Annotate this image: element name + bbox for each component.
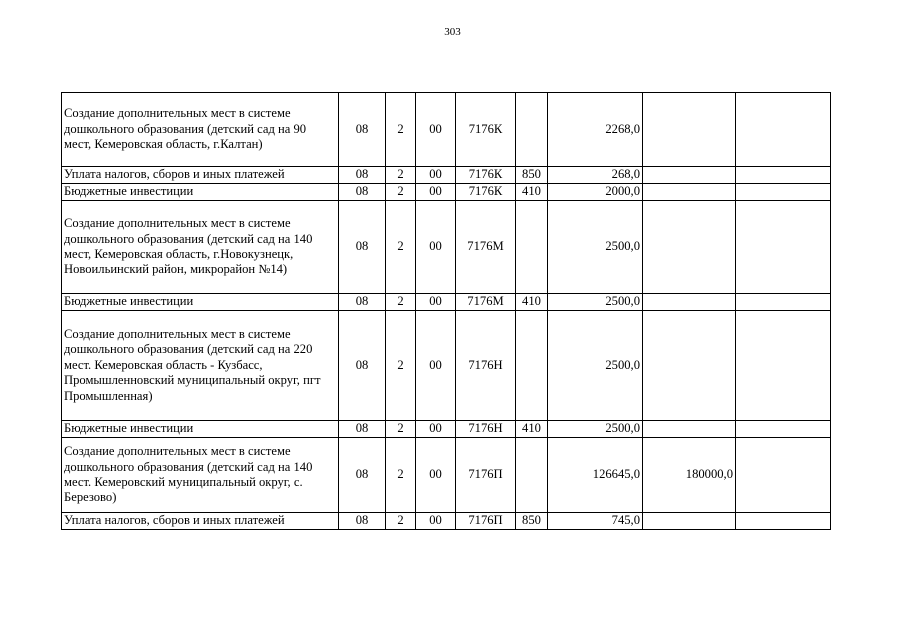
amount-2 xyxy=(643,311,736,421)
amount-1: 2500,0 xyxy=(548,311,643,421)
program-code: 2 xyxy=(386,167,416,184)
row-description: Создание дополнительных мест в системе дошкольного образования (детский сад на 220 мест. Кемеровская область - Кузбасс, Промышленновский муниципальный округ, пгт Промышленная) xyxy=(62,311,339,421)
section-code: 08 xyxy=(339,184,386,201)
section-code: 08 xyxy=(339,438,386,513)
program-code: 2 xyxy=(386,93,416,167)
section-code: 08 xyxy=(339,93,386,167)
section-code: 08 xyxy=(339,421,386,438)
expense-type-code xyxy=(516,93,548,167)
subprogram-code: 00 xyxy=(416,93,456,167)
amount-3 xyxy=(736,294,831,311)
program-code: 2 xyxy=(386,421,416,438)
program-code: 2 xyxy=(386,294,416,311)
expense-type-code xyxy=(516,438,548,513)
row-description: Бюджетные инвестиции xyxy=(62,294,339,311)
expense-type-code: 410 xyxy=(516,421,548,438)
table-row xyxy=(62,311,831,421)
amount-3 xyxy=(736,167,831,184)
program-code: 2 xyxy=(386,184,416,201)
section-code: 08 xyxy=(339,311,386,421)
row-description: Уплата налогов, сборов и иных платежей xyxy=(62,513,339,530)
amount-2: 180000,0 xyxy=(643,438,736,513)
amount-2 xyxy=(643,294,736,311)
amount-2 xyxy=(643,184,736,201)
row-description: Создание дополнительных мест в системе дошкольного образования (детский сад на 140 мест, Кемеровская область, г.Новокузнецк, Новоильинский район, микрорайон №14) xyxy=(62,201,339,294)
expense-type-code xyxy=(516,311,548,421)
amount-1: 268,0 xyxy=(548,167,643,184)
direction-code: 7176К xyxy=(456,167,516,184)
direction-code: 7176П xyxy=(456,513,516,530)
amount-1: 745,0 xyxy=(548,513,643,530)
amount-3 xyxy=(736,438,831,513)
amount-1: 2500,0 xyxy=(548,421,643,438)
direction-code: 7176М xyxy=(456,294,516,311)
program-code: 2 xyxy=(386,311,416,421)
amount-1: 2500,0 xyxy=(548,294,643,311)
page-number: 303 xyxy=(444,26,461,38)
amount-3 xyxy=(736,201,831,294)
table-row xyxy=(62,438,831,513)
amount-3 xyxy=(736,184,831,201)
budget-table xyxy=(61,92,831,530)
row-description: Создание дополнительных мест в системе дошкольного образования (детский сад на 90 мест, Кемеровская область, г.Калтан) xyxy=(62,93,339,167)
expense-type-code: 850 xyxy=(516,513,548,530)
expense-type-code: 410 xyxy=(516,184,548,201)
section-code: 08 xyxy=(339,201,386,294)
section-code: 08 xyxy=(339,167,386,184)
amount-3 xyxy=(736,421,831,438)
expense-type-code: 850 xyxy=(516,167,548,184)
amount-2 xyxy=(643,201,736,294)
amount-1: 2268,0 xyxy=(548,93,643,167)
amount-2 xyxy=(643,513,736,530)
subprogram-code: 00 xyxy=(416,438,456,513)
table-row xyxy=(62,294,831,311)
expense-type-code xyxy=(516,201,548,294)
table-row xyxy=(62,93,831,167)
direction-code: 7176К xyxy=(456,184,516,201)
direction-code: 7176М xyxy=(456,201,516,294)
amount-3 xyxy=(736,93,831,167)
section-code: 08 xyxy=(339,294,386,311)
direction-code: 7176П xyxy=(456,438,516,513)
subprogram-code: 00 xyxy=(416,184,456,201)
amount-3 xyxy=(736,513,831,530)
row-description: Уплата налогов, сборов и иных платежей xyxy=(62,167,339,184)
row-description: Создание дополнительных мест в системе дошкольного образования (детский сад на 140 мест. Кемеровский муниципальный округ, с. Березово) xyxy=(62,438,339,513)
amount-3 xyxy=(736,311,831,421)
table-row xyxy=(62,421,831,438)
subprogram-code: 00 xyxy=(416,167,456,184)
row-description: Бюджетные инвестиции xyxy=(62,421,339,438)
row-description: Бюджетные инвестиции xyxy=(62,184,339,201)
program-code: 2 xyxy=(386,513,416,530)
program-code: 2 xyxy=(386,438,416,513)
subprogram-code: 00 xyxy=(416,294,456,311)
amount-1: 126645,0 xyxy=(548,438,643,513)
direction-code: 7176К xyxy=(456,93,516,167)
direction-code: 7176Н xyxy=(456,311,516,421)
amount-2 xyxy=(643,93,736,167)
program-code: 2 xyxy=(386,201,416,294)
amount-2 xyxy=(643,421,736,438)
table-row xyxy=(62,184,831,201)
subprogram-code: 00 xyxy=(416,513,456,530)
table-row xyxy=(62,167,831,184)
amount-2 xyxy=(643,167,736,184)
expense-type-code: 410 xyxy=(516,294,548,311)
direction-code: 7176Н xyxy=(456,421,516,438)
table-row xyxy=(62,201,831,294)
subprogram-code: 00 xyxy=(416,311,456,421)
table-row xyxy=(62,513,831,530)
subprogram-code: 00 xyxy=(416,201,456,294)
amount-1: 2000,0 xyxy=(548,184,643,201)
subprogram-code: 00 xyxy=(416,421,456,438)
amount-1: 2500,0 xyxy=(548,201,643,294)
section-code: 08 xyxy=(339,513,386,530)
